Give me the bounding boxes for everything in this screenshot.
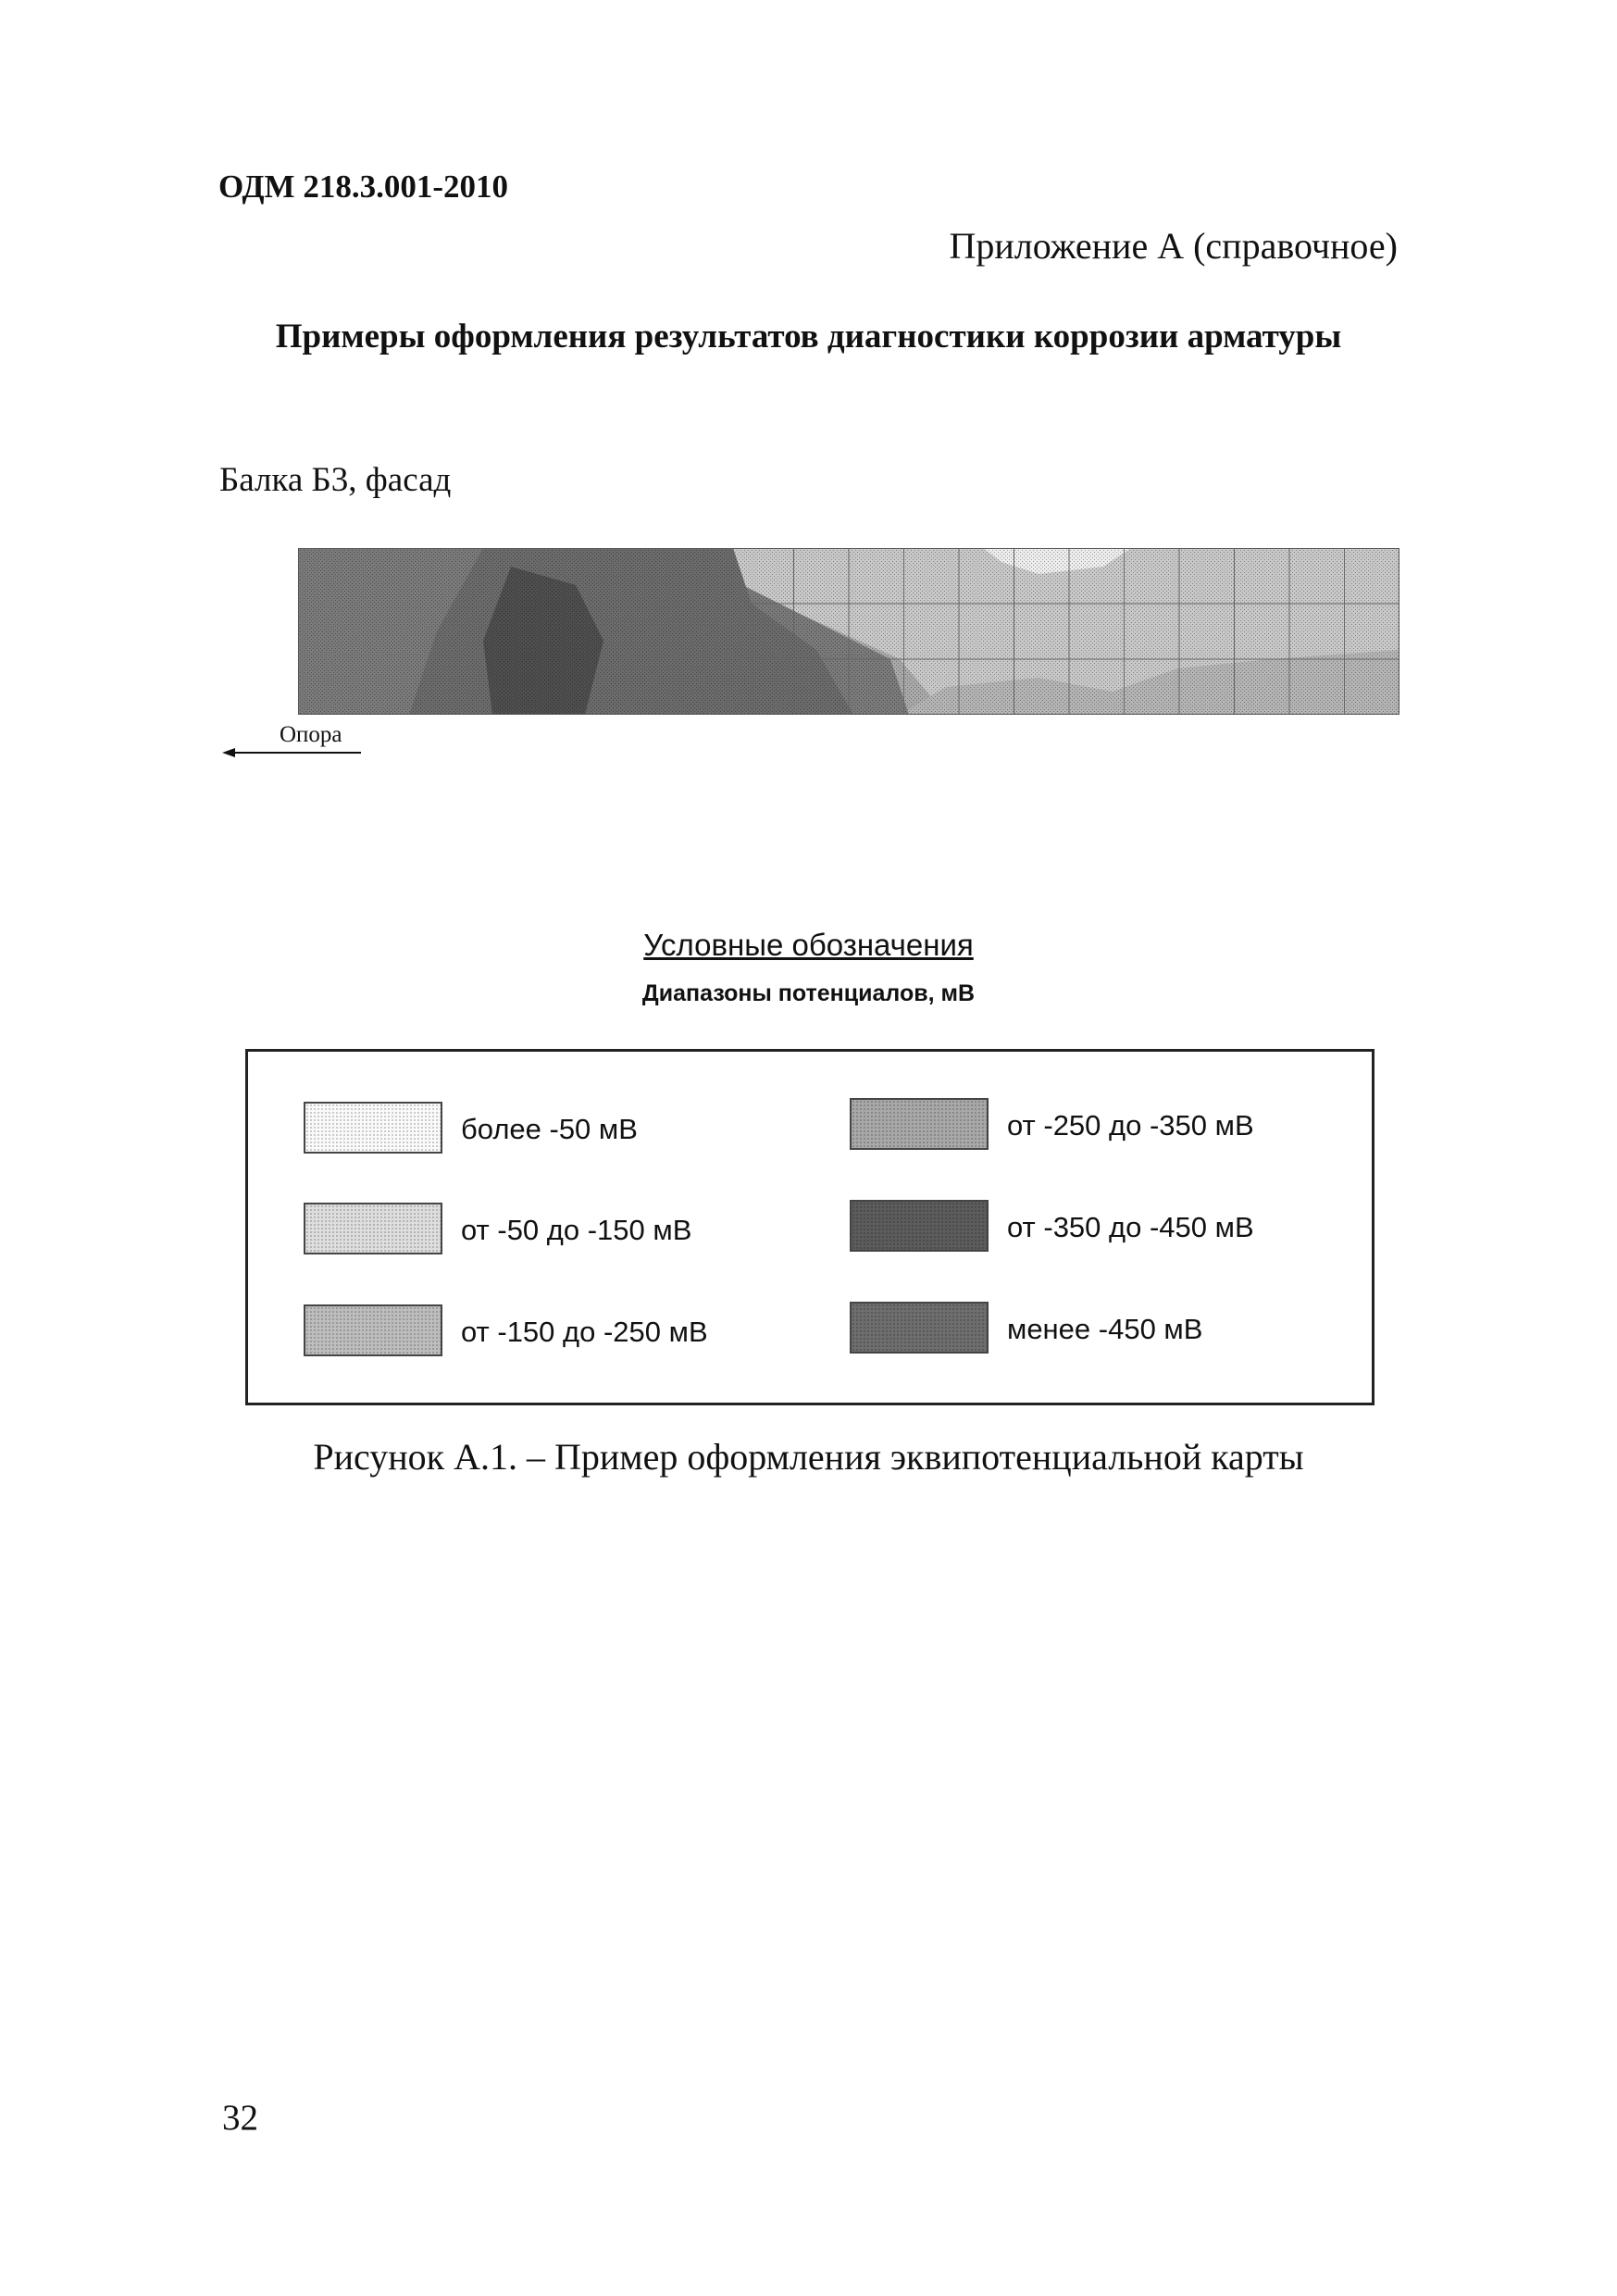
legend-label: менее -450 мВ (1007, 1313, 1203, 1345)
legend-swatch (850, 1098, 989, 1150)
support-label: Опора (280, 722, 342, 747)
legend-label: от -50 до -150 мВ (461, 1214, 692, 1246)
equipotential-map (298, 548, 1399, 715)
section-heading: Примеры оформления результатов диагностики коррозии арматуры (275, 318, 1342, 356)
support-indicator (222, 722, 361, 768)
legend-label: от -250 до -350 мВ (1007, 1109, 1254, 1142)
legend-title (0, 928, 1617, 963)
legend-swatch (304, 1102, 442, 1154)
appendix-label: Приложение А (справочное) (949, 225, 1398, 267)
legend-label: от -150 до -250 мВ (461, 1316, 708, 1348)
left-arrow-icon (222, 748, 235, 757)
legend-label: более -50 мВ (461, 1113, 638, 1145)
legend-swatch (850, 1302, 989, 1354)
legend-subtitle: Диапазоны потенциалов, мВ (641, 980, 976, 1006)
document-code: ОДМ 218.3.001-2010 (218, 168, 509, 205)
legend-title-text: Условные обозначения (643, 928, 974, 962)
legend-swatch (304, 1304, 442, 1356)
legend-swatch (304, 1203, 442, 1254)
legend-swatch (850, 1200, 989, 1252)
legend-box (245, 1049, 1374, 1405)
page-number: 32 (222, 2098, 258, 2138)
beam-label: Балка Б3, фасад (219, 461, 452, 499)
figure-caption: Рисунок А.1. – Пример оформления эквипотенциальной карты (313, 1436, 1304, 1478)
legend-label: от -350 до -450 мВ (1007, 1211, 1254, 1243)
